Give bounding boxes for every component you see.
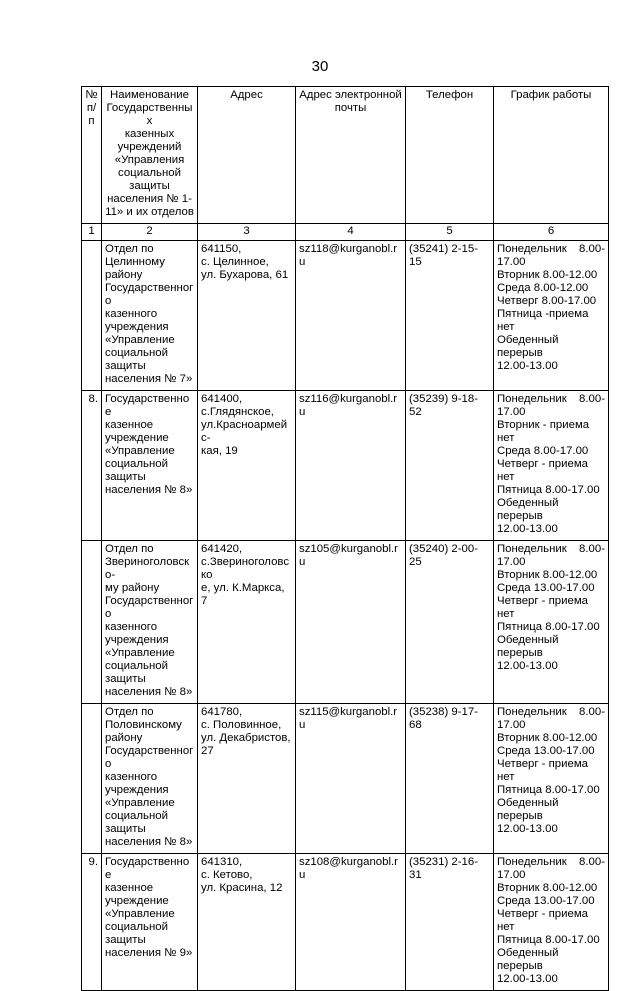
row-number [82, 241, 102, 391]
schedule-first-line [497, 543, 605, 556]
email: sz108@kurganobl.ru [296, 854, 406, 991]
column-index: 5 [406, 224, 494, 241]
schedule-line: Четверг - приема нет [497, 595, 589, 620]
column-index: 2 [102, 224, 198, 241]
schedule-line: Обеденный перерыв [497, 797, 559, 822]
header-name: Наименование Государственных казенных учреждений «Управления социальной защиты населения № 1- 11» и их отделов [102, 87, 198, 224]
schedule-first-line [497, 706, 605, 719]
email: sz105@kurganobl.ru [296, 541, 406, 704]
schedule-line: Вторник - приема нет [497, 419, 590, 444]
column-index-row [82, 224, 609, 241]
schedule-line: Вторник 8.00-12.00 [497, 732, 598, 744]
work-schedule [494, 854, 609, 991]
schedule-first-line [497, 393, 605, 406]
schedule-line: Четверг - приема нет [497, 908, 589, 933]
schedule-line: 12.00-13.00 [497, 523, 558, 535]
column-index: 4 [296, 224, 406, 241]
schedule-text: 8.00- [579, 706, 605, 718]
page-number: 30 [311, 58, 329, 75]
schedule-line: Пятница 8.00-17.00 [497, 484, 600, 496]
schedule-line: 17.00 [497, 256, 526, 268]
column-index: 6 [494, 224, 609, 241]
table-row [82, 391, 609, 541]
schedule-line: Обеденный перерыв [497, 497, 559, 522]
schedule-text: Понедельник [497, 856, 567, 868]
email: sz118@kurganobl.ru [296, 241, 406, 391]
work-schedule [494, 391, 609, 541]
schedule-line: Обеденный перерыв [497, 634, 559, 659]
schedule-line: Среда 13.00-17.00 [497, 582, 595, 594]
address: 641420, с.Звериноголовско е, ул. К.Маркса, 7 [198, 541, 296, 704]
schedule-line: Вторник 8.00-12.00 [497, 882, 598, 894]
schedule-line: 12.00-13.00 [497, 660, 558, 672]
schedule-text: Понедельник [497, 243, 567, 255]
table-row [82, 241, 609, 391]
schedule-line: Четверг - приема нет [497, 758, 589, 783]
phone: (35238) 9-17-68 [406, 704, 494, 854]
address: 641780, с. Половинное, ул. Декабристов, 27 [198, 704, 296, 854]
schedule-text: Понедельник [497, 393, 567, 405]
schedule-line: Четверг 8.00-17.00 [497, 295, 597, 307]
schedule-line: Среда 8.00-17.00 [497, 445, 589, 457]
header-address: Адрес [198, 87, 296, 224]
schedule-line: Среда 13.00-17.00 [497, 895, 595, 907]
work-schedule [494, 704, 609, 854]
schedule-line: 17.00 [497, 869, 526, 881]
schedule-text: 8.00- [579, 393, 605, 405]
institution-name: Государственное казенное учреждение «Управление социальной защиты населения № 8» [102, 391, 198, 541]
row-number: 9. [82, 854, 102, 991]
schedule-line: Среда 13.00-17.00 [497, 745, 595, 757]
column-index: 3 [198, 224, 296, 241]
table-row [82, 541, 609, 704]
schedule-line: Пятница 8.00-17.00 [497, 621, 600, 633]
row-number [82, 704, 102, 854]
table-row [82, 704, 609, 854]
schedule-line: Пятница -приема нет [497, 308, 589, 333]
work-schedule [494, 241, 609, 391]
schedule-first-line [497, 856, 605, 869]
address: 641150, с. Целинное, ул. Бухарова, 61 [198, 241, 296, 391]
schedule-line: Пятница 8.00-17.00 [497, 934, 600, 946]
column-index: 1 [82, 224, 102, 241]
phone: (35239) 9-18-52 [406, 391, 494, 541]
schedule-line: 12.00-13.00 [497, 360, 558, 372]
schedule-line: 12.00-13.00 [497, 823, 558, 835]
header-phone: Телефон [406, 87, 494, 224]
schedule-line: Вторник 8.00-12.00 [497, 269, 598, 281]
schedule-line: 17.00 [497, 719, 526, 731]
institution-name: Отдел по Звериноголовско- му району Государственного казенного учреждения «Управление социальной защиты населения № 8» [102, 541, 198, 704]
schedule-text: Понедельник [497, 543, 567, 555]
address: 641400, с.Глядянское, ул.Красноармейс- кая, 19 [198, 391, 296, 541]
email: sz116@kurganobl.ru [296, 391, 406, 541]
schedule-line: Пятница 8.00-17.00 [497, 784, 600, 796]
schedule-line: 17.00 [497, 406, 526, 418]
schedule-text: Понедельник [497, 706, 567, 718]
schedule-text: 8.00- [579, 243, 605, 255]
table-row [82, 854, 609, 991]
schedule-line: Вторник 8.00-12.00 [497, 569, 598, 581]
schedule-line: Обеденный перерыв [497, 947, 559, 972]
header-email: Адрес электронной почты [296, 87, 406, 224]
address: 641310, с. Кетово, ул. Красина, 12 [198, 854, 296, 991]
schedule-line: Четверг - приема нет [497, 458, 589, 483]
schedule-line: Обеденный перерыв [497, 334, 559, 359]
row-number: 8. [82, 391, 102, 541]
header-number: № п/п [82, 87, 102, 224]
table-header-row [82, 87, 609, 224]
phone: (35231) 2-16-31 [406, 854, 494, 991]
institution-name: Государственное казенное учреждение «Управление социальной защиты населения № 9» [102, 854, 198, 991]
phone: (35240) 2-00-25 [406, 541, 494, 704]
institutions-table [81, 86, 609, 991]
work-schedule [494, 541, 609, 704]
schedule-line: Среда 8.00-12.00 [497, 282, 589, 294]
header-schedule: График работы [494, 87, 609, 224]
institution-name: Отдел по Половинскому району Государственного казенного учреждения «Управление социальной защиты населения № 8» [102, 704, 198, 854]
row-number [82, 541, 102, 704]
schedule-line: 17.00 [497, 556, 526, 568]
phone: (35241) 2-15-15 [406, 241, 494, 391]
schedule-first-line [497, 243, 605, 256]
schedule-line: 12.00-13.00 [497, 973, 558, 985]
schedule-text: 8.00- [579, 856, 605, 868]
schedule-text: 8.00- [579, 543, 605, 555]
email: sz115@kurganobl.ru [296, 704, 406, 854]
institution-name: Отдел по Целинному району Государственного казенного учреждения «Управление социальной защиты населения № 7» [102, 241, 198, 391]
